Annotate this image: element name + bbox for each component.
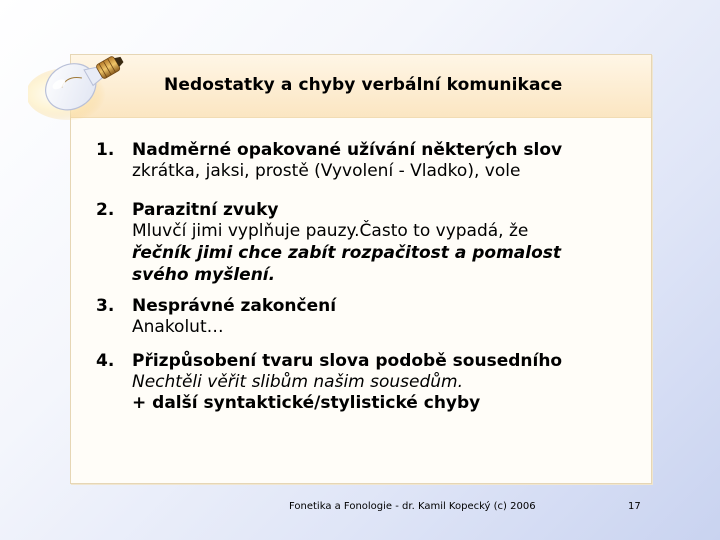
- lightbulb-icon: [28, 32, 148, 132]
- list-item: [96, 200, 636, 286]
- item-number: 3.: [96, 296, 115, 316]
- slide-content: [96, 140, 636, 414]
- title-band: [71, 55, 651, 118]
- list-item: [96, 140, 636, 182]
- item-text: Mluvčí jimi vyplňuje pauzy.Často to vypadá, že: [132, 221, 529, 241]
- item-heading: Nadměrné opakované užívání některých slov: [132, 140, 563, 160]
- item-number: 4.: [96, 351, 115, 371]
- item-note: + další syntaktické/stylistické chyby: [132, 393, 481, 413]
- item-emphasis: svého myšlení.: [132, 265, 276, 285]
- slide-footer: Fonetika a Fonologie - dr. Kamil Kopecký (c) 2006: [289, 501, 536, 512]
- item-emphasis: řečník jimi chce zabít rozpačitost a pomalost: [132, 243, 562, 263]
- item-heading: Přizpůsobení tvaru slova podobě sousedního: [132, 351, 563, 371]
- item-text: zkrátka, jaksi, prostě (Vyvolení - Vladko), vole: [132, 161, 521, 181]
- item-number: 1.: [96, 140, 115, 160]
- item-number: 2.: [96, 200, 115, 220]
- item-text: Anakolut…: [132, 317, 224, 337]
- list-item: [96, 296, 636, 338]
- page-number: 17: [628, 501, 641, 512]
- item-example: Nechtěli věřit slibům našim sousedům.: [132, 372, 464, 392]
- item-heading: Nesprávné zakončení: [132, 296, 337, 316]
- item-heading: Parazitní zvuky: [132, 200, 279, 220]
- list-item: [96, 351, 636, 414]
- slide-title: Nedostatky a chyby verbální komunikace: [164, 75, 563, 95]
